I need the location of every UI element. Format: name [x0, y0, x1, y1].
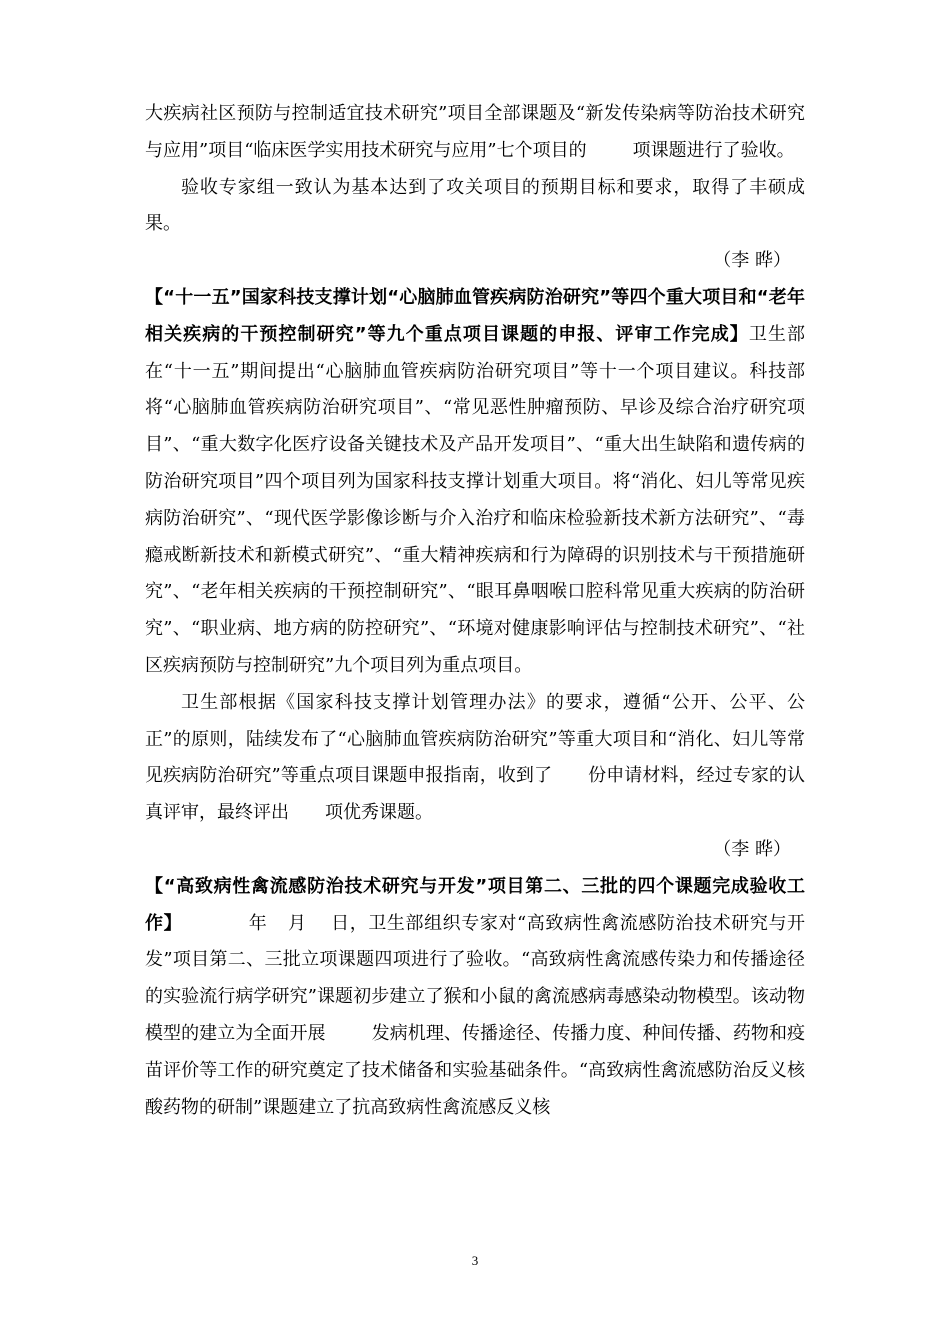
section-heading: 【“十一五”国家科技支撑计划“心脑肺血管疾病防治研究”等四个重大项目和“老年相关疾病的干预控制研究”等九个重点项目课题的申报、评审工作完成】: [145, 286, 805, 345]
paragraph-text: 发病机理、传播途径、传播力度、种间传播、药物和疫苗评价等工作的研究奠定了技术储备和实验基础条件。“高致病性禽流感防治反义核酸药物的研制”课题建立了抗高致病性禽流感反义核: [145, 1022, 806, 1118]
author-credit: （李 晔）: [713, 250, 791, 272]
author-credit: （李 晔）: [713, 838, 791, 860]
page-number: 3: [471, 1253, 479, 1268]
section-heading: 【“高致病性禽流感防治技术研究与开发”项目第二、三批的四个课题完成验收工作】: [145, 875, 805, 934]
paragraph-application-review: [145, 685, 805, 832]
document-body: [145, 96, 805, 1126]
paragraph-text: 项课题进行了验收。: [632, 139, 795, 161]
date-month-label: 月: [287, 912, 307, 934]
paragraph-text: 卫生部根据《国家科技支撑计划管理办法》的要求，遵循“公开、公平、公正”的原则，陆续发布了“心脑肺血管疾病防治研究”等重大项目和“消化、妇儿等常见疾病防治研究”等重点项目课题申报指南，收到了: [145, 691, 805, 787]
paragraph-text: 份申请材料，经过专家的认真评审，最终评出: [145, 765, 806, 824]
paragraph-acceptance-summary: [145, 96, 805, 170]
paragraph-text: 日，卫生部组织专家对“高致病性禽流感防治技术研究与开发”项目第二、三批立项课题四项进行了验收。“高致病性禽流感传染力和传播途径的实验流行病学研究”课题初步建立了猴和小鼠的禽流感病毒感染动物模型。该动物模型的建立为全面开展: [145, 912, 806, 1044]
section-support-plan: [145, 280, 805, 685]
paragraph-expert-conclusion: 验收专家组一致认为基本达到了攻关项目的预期目标和要求，取得了丰硕成果。: [145, 176, 805, 235]
date-year-label: 年: [248, 912, 268, 934]
section-avian-flu: [145, 869, 805, 1127]
paragraph-text: 卫生部在“十一五”期间提出“心脑肺血管疾病防治研究项目”等十一个项目建议。科技部将“心脑肺血管疾病防治研究项目”、“常见恶性肿瘤预防、早诊及综合治疗研究项目”、“重大数字化医疗设备关键技术及产品开发项目”、“重大出生缺陷和遗传病的防治研究项目”四个项目列为国家科技支撑计划重大项目。将“消化、妇儿等常见疾病防治研究”、“现代医学影像诊断与介入治疗和临床检验新技术新方法研究”、“毒瘾戒断新技术和新模式研究”、“重大精神疾病和行为障碍的识别技术与干预措施研究”、“老年相关疾病的干预控制研究”、“眼耳鼻咽喉口腔科常见重大疾病的防治研究”、“职业病、地方病的防控研究”、“环境对健康影响评估与控制技术研究”、“社区疾病预防与控制研究”九个项目列为重点项目。: [145, 323, 806, 676]
paragraph-text: 项优秀课题。: [325, 802, 433, 824]
paragraph-text: 大疾病社区预防与控制适宜技术研究”项目全部课题及“新发传染病等防治技术研究与应用”项目“临床医学实用技术研究与应用”七个项目的: [145, 103, 805, 161]
